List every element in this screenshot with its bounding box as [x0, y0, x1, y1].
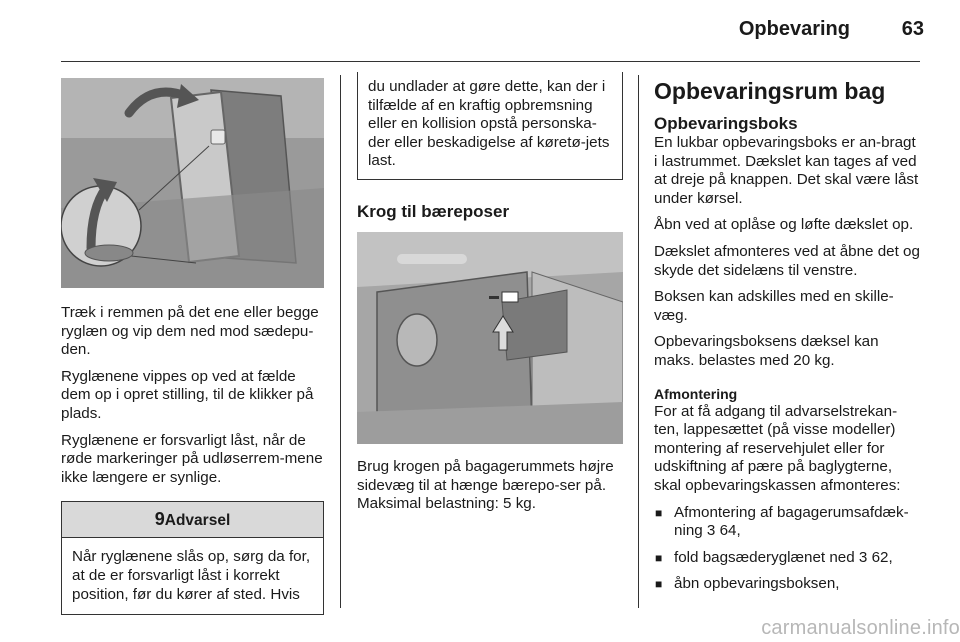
list-item-text: Afmontering af bagagerumsafdæk-ning 3 64,	[674, 503, 909, 540]
header-divider	[61, 61, 920, 62]
warning-box	[61, 501, 324, 615]
warning-header	[62, 502, 323, 538]
left-column	[61, 78, 324, 615]
warning-body	[62, 538, 323, 614]
list-item-text: fold bagsæderyglænet ned 3 62,	[674, 548, 893, 566]
column-divider-left	[340, 75, 341, 608]
paragraph: Ryglænene er forsvarligt låst, når de røde markeringer på udløserrem-mene ikke længere er synlige.	[61, 431, 323, 486]
removal-steps-list	[654, 504, 922, 594]
minor-heading: Afmontering	[654, 385, 738, 402]
paragraph: En lukbar opbevaringsboks er an-bragt i lastrummet. Dækslet kan tages af ved at dreje på knappen. Det skal være låst under kørsel.	[654, 134, 919, 207]
section-title: Opbevaringsrum bag	[654, 78, 886, 104]
paragraph: Dækslet afmonteres ved at åbne det og skyde det sidelæns til venstre.	[654, 242, 920, 279]
seat-backrest-drawing	[61, 78, 324, 288]
middle-column	[357, 72, 623, 522]
list-item	[654, 575, 922, 594]
warning-title: Advarsel	[164, 512, 231, 530]
right-column	[654, 78, 922, 602]
list-item	[654, 549, 922, 568]
warning-box-continued	[357, 72, 623, 180]
subsection-heading: Opbevaringsboks	[654, 114, 798, 133]
paragraph: Brug krogen på bagagerummets højre sidevæg til at hænge bærepo-ser på. Maksimal belastning: 5 kg.	[357, 457, 614, 513]
watermark: carmanualsonline.info	[761, 617, 960, 639]
paragraph: Opbevaringsboksens dæksel kan maks. belastes med 20 kg.	[654, 333, 879, 369]
warning-text-continued: du undlader at gøre dette, kan der i tilfælde af en kraftig opbremsning eller en kollision opstå personska-der eller beskadigelse af køretø-jets last.	[368, 78, 610, 170]
section-heading: Krog til bæreposer	[357, 201, 510, 221]
paragraph: Træk i remmen på det ene eller begge ryglæn og vip dem ned mod sædepu-den.	[61, 304, 319, 359]
bullet-icon: ■	[655, 550, 663, 565]
bullet-icon: ■	[655, 577, 663, 592]
paragraph: For at få adgang til advarselstrekan-ten, lappesættet (på visse modeller) montering af reservehjulet eller for udskiftning af pære på baglygterne, skal opbevaringskassen afmonteres:	[654, 402, 901, 494]
paragraph: Ryglænene vippes op ved at fælde dem op i opret stilling, til de klikker på plads.	[61, 367, 314, 422]
page-title: Opbevaring	[738, 18, 850, 40]
cargo-hook-illustration	[357, 232, 623, 444]
seat-backrest-illustration	[61, 78, 324, 288]
paragraph: Boksen kan adskilles med en skille-væg.	[654, 288, 894, 324]
bullet-icon: ■	[655, 505, 663, 520]
column-divider-right	[638, 75, 639, 608]
warning-text: Når ryglænene slås op, sørg da for, at de er forsvarligt låst i korrekt position, før du kører af sted. Hvis	[72, 548, 311, 603]
list-item-text: åbn opbevaringsboksen,	[674, 575, 840, 593]
warning-icon: 9	[154, 509, 165, 530]
page-number: 63	[901, 18, 924, 40]
paragraph: Åbn ved at oplåse og løfte dækslet op.	[654, 216, 914, 234]
list-item	[654, 504, 922, 541]
cargo-hook-drawing	[357, 232, 623, 444]
